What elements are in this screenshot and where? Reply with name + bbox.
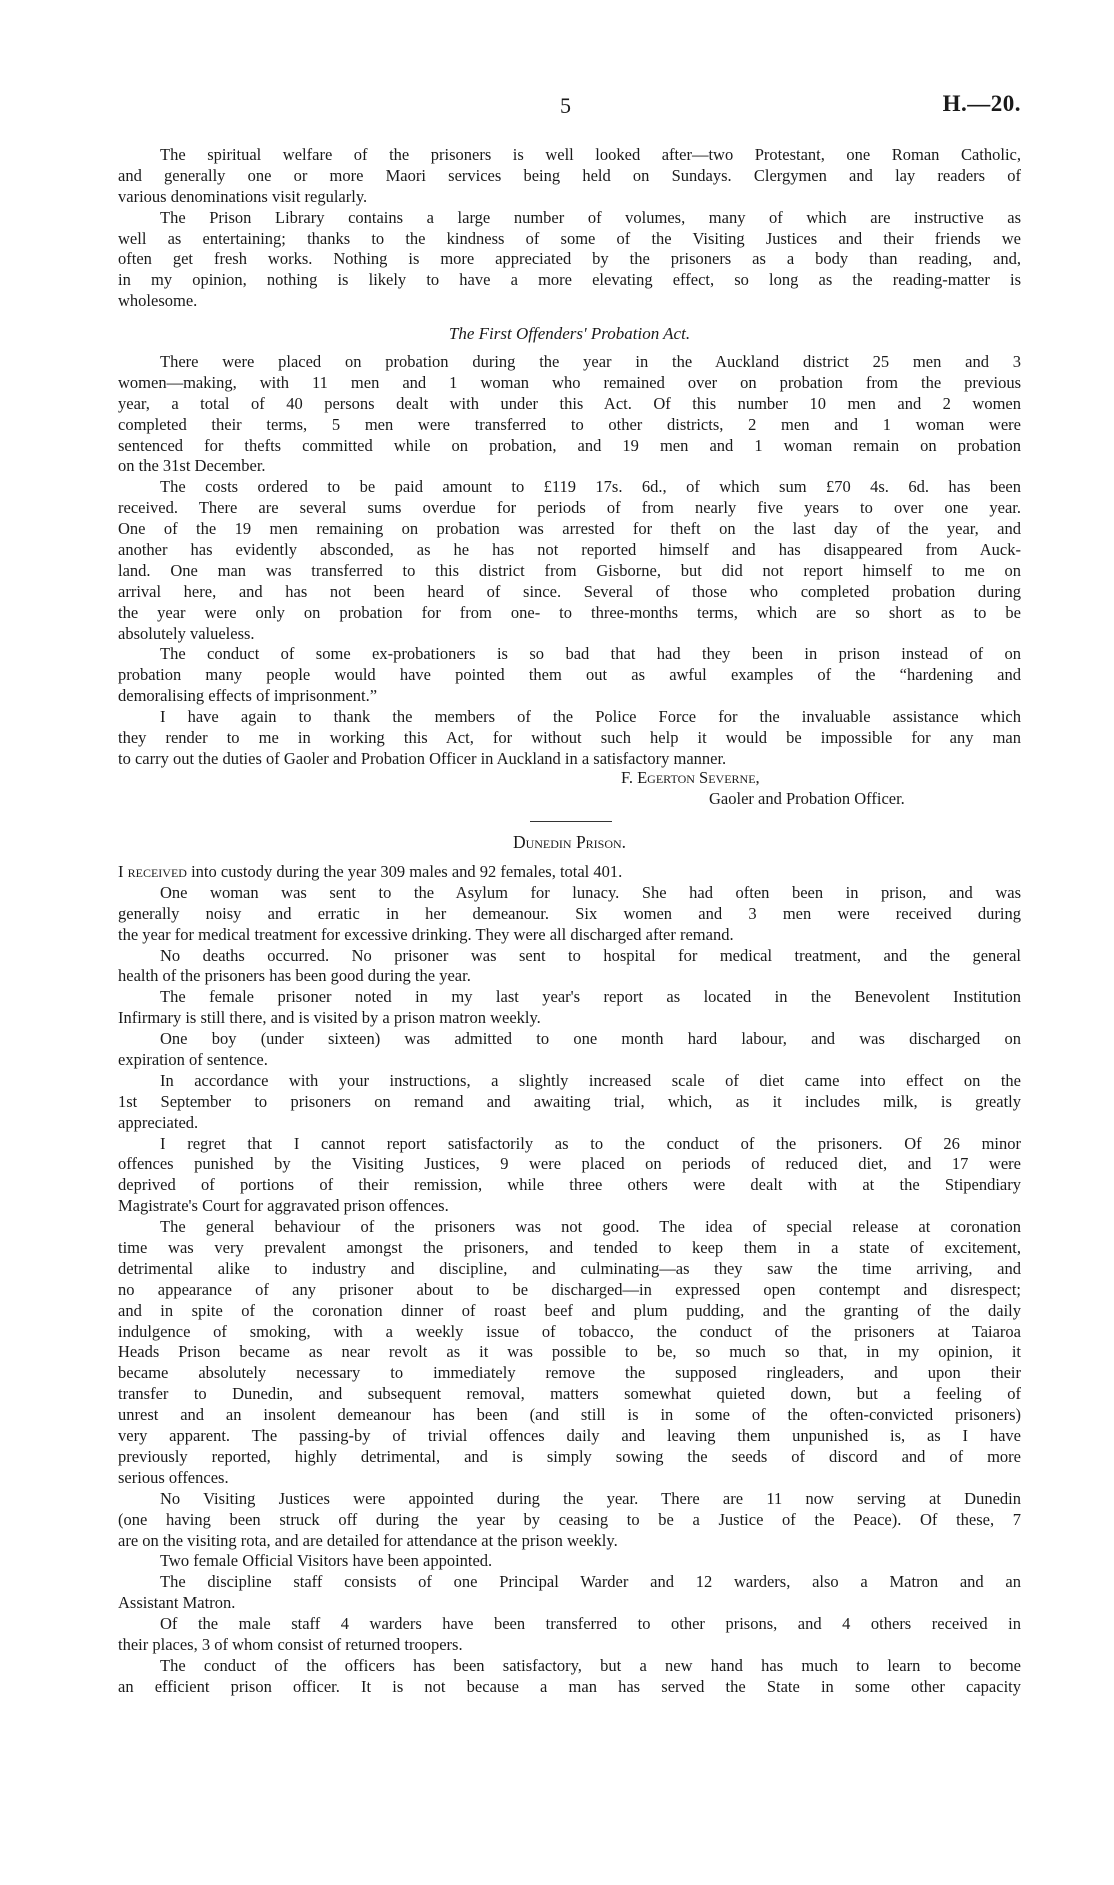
text-line: indulgence of smoking, with a weekly issue of tobacco, the conduct of the prisoners at Taiaroa xyxy=(118,1321,1021,1341)
text-line: arrival here, and has not been heard of since. Several of those who completed probation during xyxy=(118,581,1021,601)
text-line: Magistrate's Court for aggravated prison offences. xyxy=(118,1196,449,1216)
text-line: No Visiting Justices were appointed during the year. There are 11 now serving at Dunedin xyxy=(160,1488,1021,1508)
text-line: are on the visiting rota, and are detailed for attendance at the prison weekly. xyxy=(118,1530,618,1550)
text-line: unrest and an insolent demeanour has been (and still is in some of the often-convicted prisoners) xyxy=(118,1405,1021,1425)
text-line: women—making, with 11 men and 1 woman who remained over on probation from the previous xyxy=(118,372,1021,392)
paragraph xyxy=(118,1614,1021,1656)
text-line: There were placed on probation during the year in the Auckland district 25 men and 3 xyxy=(160,352,1021,371)
text-line: the year were only on probation for from one- to three-months terms, which are so short as to be xyxy=(118,602,1021,622)
text-line: the year for medical treatment for excessive drinking. They were all discharged after remand. xyxy=(118,924,734,944)
text-line: Of the male staff 4 warders have been transferred to other prisons, and 4 others received in xyxy=(160,1614,1021,1634)
text-line: Infirmary is still there, and is visited by a prison matron weekly. xyxy=(118,1008,541,1028)
text-line: no appearance of any prisoner about to be discharged—in expressed open contempt and disrespect; xyxy=(118,1279,1021,1299)
paragraph xyxy=(118,707,1021,770)
text-segment: received xyxy=(127,862,187,881)
text-line: transfer to Dunedin, and subsequent removal, matters somewhat quieted down, but a feeling of xyxy=(118,1384,1021,1404)
text-line: The general behaviour of the prisoners was not good. The idea of special release at coronation xyxy=(160,1217,1021,1237)
paragraph xyxy=(118,1134,1021,1218)
text-line: serious offences. xyxy=(118,1467,229,1487)
paragraph xyxy=(118,1029,1021,1071)
text-line: appreciated. xyxy=(118,1112,199,1132)
text-line: and generally one or more Maori services being held on Sundays. Clergymen and lay readers of xyxy=(118,165,1021,185)
paragraph xyxy=(118,208,1021,312)
text-line: they render to me in working this Act, for without such help it would be impossible for any man xyxy=(118,728,1021,748)
text-line: often get fresh works. Nothing is more appreciated by the prisoners as a body than reading, and, xyxy=(118,249,1021,269)
text-line: The spiritual welfare of the prisoners is well looked after—two Protestant, one Roman Catholic, xyxy=(160,145,1021,164)
text-line: The conduct of some ex-probationers is so bad that had they been in prison instead of on xyxy=(160,644,1021,664)
text-line: deprived of portions of their remission, while three others were dealt with at the Stipendiary xyxy=(118,1175,1021,1195)
paragraph xyxy=(118,477,1021,644)
text-line: their places, 3 of whom consist of returned troopers. xyxy=(118,1634,463,1654)
text-line: The conduct of the officers has been satisfactory, but a new hand has much to learn to become xyxy=(160,1655,1021,1675)
paragraph xyxy=(118,145,1021,208)
paragraph xyxy=(118,1071,1021,1134)
section-heading-dunedin-prison: Dunedin Prison. xyxy=(512,832,627,852)
text-line: time was very prevalent amongst the prisoners, and tended to keep them in a state of excitement, xyxy=(118,1238,1021,1258)
text-line: Two female Official Visitors have been appointed. xyxy=(160,1551,493,1571)
text-line: year, a total of 40 persons dealt with under this Act. Of this number 10 men and 2 women xyxy=(118,393,1021,413)
text-line: The female prisoner noted in my last year's report as located in the Benevolent Institution xyxy=(160,987,1021,1007)
text-line: detrimental alike to industry and discipline, and culminating—as they saw the time arriving, and xyxy=(118,1258,1021,1278)
text-line: One woman was sent to the Asylum for lunacy. She had often been in prison, and was xyxy=(160,882,1021,902)
section-dunedin-prison xyxy=(118,862,1021,1698)
text-line: and in spite of the coronation dinner of roast beef and plum pudding, and the granting of the daily xyxy=(118,1300,1021,1320)
text-line: various denominations visit regularly. xyxy=(118,186,368,206)
text-line: very apparent. The passing-by of trivial offences daily and leaving them unpunished is, as I have xyxy=(118,1426,1021,1446)
text-line: (one having been struck off during the year by ceasing to be a Justice of the Peace). Of these, 7 xyxy=(118,1509,1021,1529)
text-line: on the 31st December. xyxy=(118,456,266,476)
text-line: The costs ordered to be paid amount to £119 17s. 6d., of which sum £70 4s. 6d. has been xyxy=(160,477,1021,497)
paragraph xyxy=(118,883,1021,946)
paragraph xyxy=(118,352,1021,477)
text-line: to carry out the duties of Gaoler and Probation Officer in Auckland in a satisfactory manner. xyxy=(118,748,727,768)
text-line: generally noisy and erratic in her demeanour. Six women and 3 men were received during xyxy=(118,903,1021,923)
text-line: previously reported, highly detrimental, and is simply sowing the seeds of discord and of more xyxy=(118,1446,1021,1466)
text-line: another has evidently absconded, as he has not reported himself and has disappeared from Auck- xyxy=(118,540,1021,560)
text-line xyxy=(118,862,1021,883)
page-number: 5 xyxy=(560,93,571,118)
text-line: expiration of sentence. xyxy=(118,1050,268,1070)
section-heading-probation-act: The First Offenders' Probation Act. xyxy=(448,324,691,343)
paragraph xyxy=(118,1572,1021,1614)
text-line: In accordance with your instructions, a slightly increased scale of diet came into effect on the xyxy=(160,1070,1021,1090)
text-line: I regret that I cannot report satisfactorily as to the conduct of the prisoners. Of 26 minor xyxy=(160,1133,1021,1153)
document-reference: H.—20. xyxy=(942,91,1021,116)
text-line: Assistant Matron. xyxy=(118,1593,236,1613)
signature-title: Gaoler and Probation Officer. xyxy=(709,789,905,808)
text-line: absolutely valueless. xyxy=(118,623,255,643)
text-line: wholesome. xyxy=(118,291,198,311)
text-line: became absolutely necessary to immediately remove the supposed ringleaders, and upon their xyxy=(118,1363,1021,1383)
text-segment: I xyxy=(118,862,128,881)
text-line: in my opinion, nothing is likely to have a more elevating effect, so long as the reading-matter is xyxy=(118,270,1021,290)
text-line: offences punished by the Visiting Justices, 9 were placed on periods of reduced diet, and 17 were xyxy=(118,1154,1021,1174)
text-line: probation many people would have pointed them out as awful examples of the “hardening and xyxy=(118,665,1021,685)
text-line: land. One man was transferred to this district from Gisborne, but did not report himself to me on xyxy=(118,560,1021,580)
text-line: health of the prisoners has been good during the year. xyxy=(118,966,471,986)
section-prison-welfare xyxy=(118,145,1021,312)
text-line: received. There are several sums overdue for periods of from nearly five years to over one year. xyxy=(118,498,1021,518)
text-line: One of the 19 men remaining on probation was arrested for theft on the last day of the year, and xyxy=(118,519,1021,539)
text-line: The Prison Library contains a large number of volumes, many of which are instructive as xyxy=(160,207,1021,227)
text-line: 1st September to prisoners on remand and awaiting trial, which, as it includes milk, is greatly xyxy=(118,1091,1021,1111)
text-segment: into custody during the year 309 males and 92 females, total 401. xyxy=(186,862,623,881)
text-line: an efficient prison officer. It is not because a man has served the State in some other capacity xyxy=(118,1676,1021,1696)
text-line: sentenced for thefts committed while on probation, and 19 men and 1 woman remain on probation xyxy=(118,435,1021,455)
text-line: Heads Prison became as near revolt as it was possible to be, so much so that, in my opinion, it xyxy=(118,1342,1021,1362)
paragraph xyxy=(118,1489,1021,1552)
text-line: demoralising effects of imprisonment.” xyxy=(118,686,378,706)
paragraph xyxy=(118,1551,1021,1572)
section-divider xyxy=(530,821,612,822)
paragraph xyxy=(118,644,1021,707)
text-line: I have again to thank the members of the Police Force for the invaluable assistance which xyxy=(160,707,1021,727)
paragraph xyxy=(118,862,1021,883)
text-line: completed their terms, 5 men were transferred to other districts, 2 men and 1 woman were xyxy=(118,414,1021,434)
paragraph xyxy=(118,987,1021,1029)
text-line: No deaths occurred. No prisoner was sent to hospital for medical treatment, and the general xyxy=(160,945,1021,965)
paragraph xyxy=(118,1656,1021,1698)
text-line: The discipline staff consists of one Principal Warder and 12 warders, also a Matron and an xyxy=(160,1572,1021,1592)
paragraph xyxy=(118,1217,1021,1489)
text-line: well as entertaining; thanks to the kindness of some of the Visiting Justices and their friends we xyxy=(118,228,1021,248)
text-line: One boy (under sixteen) was admitted to one month hard labour, and was discharged on xyxy=(160,1029,1021,1049)
section-probation-act xyxy=(118,352,1021,770)
paragraph xyxy=(118,946,1021,988)
signature-name: F. Egerton Severne, xyxy=(621,768,760,787)
